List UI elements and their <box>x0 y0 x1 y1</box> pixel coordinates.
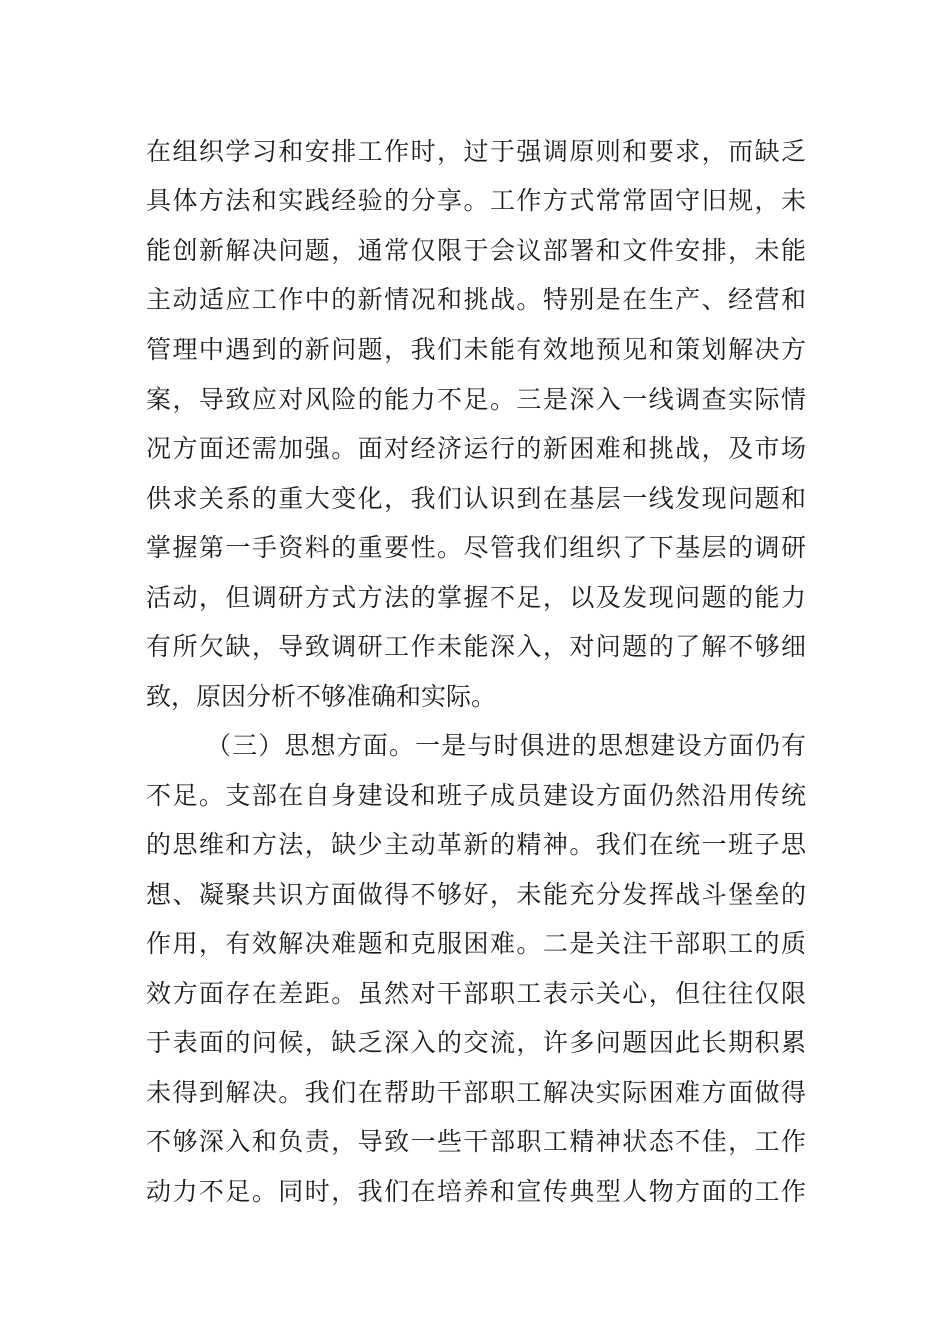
text-line: 作用，有效解决难题和克服困难。二是关注干部职工的质 <box>146 929 806 958</box>
text-line: 不够深入和负责，导致一些干部职工精神状态不佳，工作 <box>146 1127 806 1156</box>
text-line: 掌握第一手资料的重要性。尽管我们组织了下基层的调研 <box>146 533 806 562</box>
text-line: 有所欠缺，导致调研工作未能深入，对问题的了解不够细 <box>146 632 806 661</box>
text-line: 不足。支部在自身建设和班子成员建设方面仍然沿用传统 <box>146 781 806 810</box>
text-line: 的思维和方法，缺少主动革新的精神。我们在统一班子思 <box>146 830 806 859</box>
paragraph-end-line: 致，原因分析不够准确和实际。 <box>146 682 497 711</box>
section-heading-line: （三）思想方面。一是与时俱进的思想建设方面仍有 <box>206 731 806 760</box>
text-line: 案，导致应对风险的能力不足。三是深入一线调查实际情 <box>146 385 806 414</box>
text-line: 在组织学习和安排工作时，过于强调原则和要求，而缺乏 <box>146 137 806 166</box>
text-line: 具体方法和实践经验的分享。工作方式常常固守旧规，未 <box>146 186 806 215</box>
text-line: 于表面的问候，缺乏深入的交流，许多问题因此长期积累 <box>146 1028 806 1057</box>
text-line: 活动，但调研方式方法的掌握不足，以及发现问题的能力 <box>146 583 806 612</box>
text-line: 供求关系的重大变化，我们认识到在基层一线发现问题和 <box>146 484 806 513</box>
text-line: 况方面还需加强。面对经济运行的新困难和挑战，及市场 <box>146 434 806 463</box>
text-line: 想、凝聚共识方面做得不够好，未能充分发挥战斗堡垒的 <box>146 880 806 909</box>
text-line: 效方面存在差距。虽然对干部职工表示关心，但往往仅限 <box>146 979 806 1008</box>
text-line: 管理中遇到的新问题，我们未能有效地预见和策划解决方 <box>146 335 806 364</box>
text-line: 动力不足。同时，我们在培养和宣传典型人物方面的工作 <box>146 1177 806 1206</box>
text-line: 能创新解决问题，通常仅限于会议部署和文件安排，未能 <box>146 236 806 265</box>
text-line: 未得到解决。我们在帮助干部职工解决实际困难方面做得 <box>146 1078 806 1107</box>
text-line: 主动适应工作中的新情况和挑战。特别是在生产、经营和 <box>146 285 806 314</box>
